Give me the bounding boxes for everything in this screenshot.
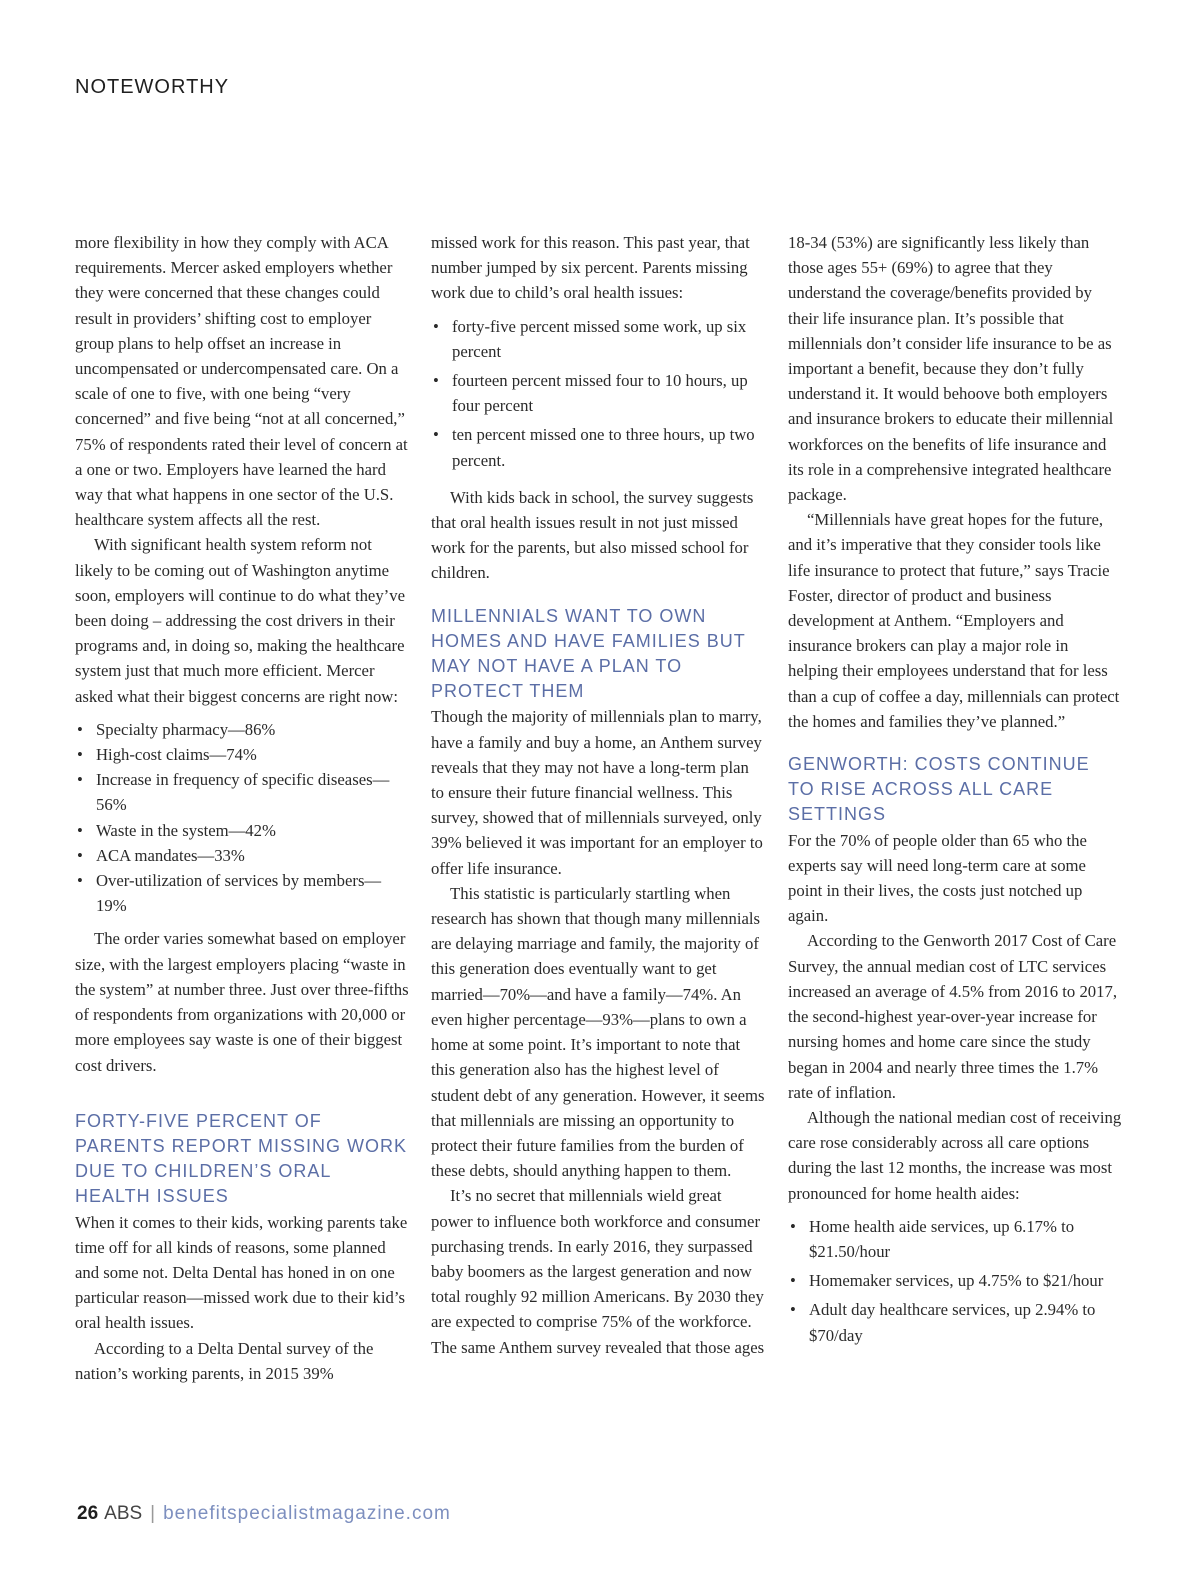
page-number: 26: [77, 1503, 99, 1524]
missed-work-list: [431, 314, 765, 473]
list-item: • Specialty pharmacy—86%: [75, 717, 409, 742]
section-label: NOTEWORTHY: [75, 76, 230, 98]
list-item: • Home health aide services, up 6.17% to $21.50/hour: [788, 1214, 1122, 1264]
list-item: • High-cost claims—74%: [75, 742, 409, 767]
care-costs-list: [788, 1214, 1122, 1348]
paragraph: According to the Genworth 2017 Cost of Care Survey, the annual median cost of LTC services increased an average of 4.5% from 2016 to 2017, the second-highest year-over-year increase for nursing homes and home care since the study began in 2004 and nearly three times the 1.7% rate of inflation.: [788, 931, 1117, 1102]
list-item: • forty-five percent missed some work, up six percent: [431, 314, 765, 364]
list-item: • Homemaker services, up 4.75% to $21/hour: [788, 1268, 1122, 1293]
section-heading: GENWORTH: COSTS CONTINUE TO RISE ACROSS ALL CARE SETTINGS: [788, 754, 1090, 825]
paragraph: When it comes to their kids, working parents take time off for all kinds of reasons, some planned and some not. Delta Dental has honed in on one particular reason—missed work due to their kid’s oral health issues.: [75, 1212, 408, 1333]
paragraph: According to a Delta Dental survey of the nation’s working parents, in 2015 39%: [75, 1338, 374, 1383]
list-item: • Adult day healthcare services, up 2.94% to $70/day: [788, 1297, 1122, 1347]
page-footer: [77, 1503, 451, 1525]
section-heading: FORTY-FIVE PERCENT OF PARENTS REPORT MISSING WORK DUE TO CHILDREN’S ORAL HEALTH ISSUES: [75, 1110, 408, 1207]
paragraph: With kids back in school, the survey suggests that oral health issues result in not just missed work for the parents, but also missed school for children.: [431, 487, 754, 583]
paragraph: more flexibility in how they comply with ACA requirements. Mercer asked employers whether they were concerned that these changes could result in providers’ shifting cost to employer group plans to help offset an increase in uncompensated or undercompensated care. On a scale of one to five, with one being “very concerned” and five being “not at all concerned,” 75% of respondents rated their level of concern at a one or two. Employers have learned the hard way that what happens in one sector of the U.S. healthcare system affects all the rest.: [75, 233, 408, 530]
paragraph: It’s no secret that millennials wield great power to influence both workforce and consumer purchasing trends. In early 2016, they surpassed baby boomers as the largest generation and now total roughly 92 million Americans. By 2030 they are expected to comprise 75% of the workforce. The same Anthem survey revealed that those ages: [431, 1186, 765, 1357]
column-2: [431, 230, 765, 1360]
paragraph: missed work for this reason. This past year, that number jumped by six percent. Parents missing work due to child’s oral health issues:: [431, 233, 750, 303]
paragraph: Though the majority of millennials plan to marry, have a family and buy a home, an Anthem survey reveals that they may not have a long-term plan to ensure their future financial wellness. This survey, showed that of millennials surveyed, only 39% believed it was important for an employer to offer life insurance.: [431, 707, 763, 878]
list-item: • fourteen percent missed four to 10 hours, up four percent: [431, 368, 765, 418]
publication-name: ABS: [104, 1503, 143, 1524]
list-item: • Increase in frequency of specific diseases—56%: [75, 767, 409, 817]
paragraph: The order varies somewhat based on employer size, with the largest employers placing “waste in the system” at number three. Just over three-fifths of respondents from organizations with 20,000 or more employees say waste is one of their biggest cost drivers.: [75, 929, 409, 1075]
paragraph: With significant health system reform not likely to be coming out of Washington anytime soon, employers will continue to do what they’ve been doing – addressing the cost drivers in their programs and, in doing so, making the healthcare system just that much more efficient. Mercer asked what their biggest concerns are right now:: [75, 535, 405, 706]
concerns-list: [75, 717, 409, 919]
column-3: [788, 230, 1122, 1352]
list-item: • ACA mandates—33%: [75, 843, 409, 868]
list-item: • Waste in the system—42%: [75, 818, 409, 843]
paragraph: “Millennials have great hopes for the future, and it’s imperative that they consider tools like life insurance to protect that future,” says Tracie Foster, director of product and business development at Anthem. “Employers and insurance brokers can play a major role in helping their employees understand that for less than a cup of coffee a day, millennials can protect the homes and families they’ve planned.”: [788, 510, 1120, 731]
section-heading: MILLENNIALS WANT TO OWN HOMES AND HAVE FAMILIES BUT MAY NOT HAVE A PLAN TO PROTECT THEM: [431, 605, 746, 702]
paragraph: This statistic is particularly startling when research has shown that though many millennials are delaying marriage and family, the majority of this generation does eventually want to get married—70%—and have a family—74%. An even higher percentage—93%—plans to own a home at some point. It’s important to note that this generation also has the highest level of student debt of any generation. However, it seems that millennials are missing an opportunity to protect their future families from the burden of these debts, should anything happen to them.: [431, 883, 765, 1181]
paragraph: Although the national median cost of receiving care rose considerably across all care options during the last 12 months, the increase was most pronounced for home health aides:: [788, 1107, 1122, 1203]
footer-separator: |: [150, 1503, 156, 1524]
paragraph: 18-34 (53%) are significantly less likely than those ages 55+ (69%) to agree that they understand the coverage/benefits provided by their life insurance plan. It’s possible that millennials don’t consider life insurance to be as important a benefit, because they don’t fully understand it. It would behoove both employers and insurance brokers to educate their millennial workforces on the benefits of life insurance and its role in a comprehensive integrated healthcare package.: [788, 233, 1114, 505]
paragraph: For the 70% of people older than 65 who the experts say will need long-term care at some point in their lives, the costs just notched up again.: [788, 830, 1087, 926]
column-1: [75, 230, 409, 1386]
website-url: benefitspecialistmagazine.com: [163, 1503, 451, 1524]
list-item: • ten percent missed one to three hours, up two percent.: [431, 422, 765, 472]
list-item: • Over-utilization of services by members—19%: [75, 868, 409, 918]
